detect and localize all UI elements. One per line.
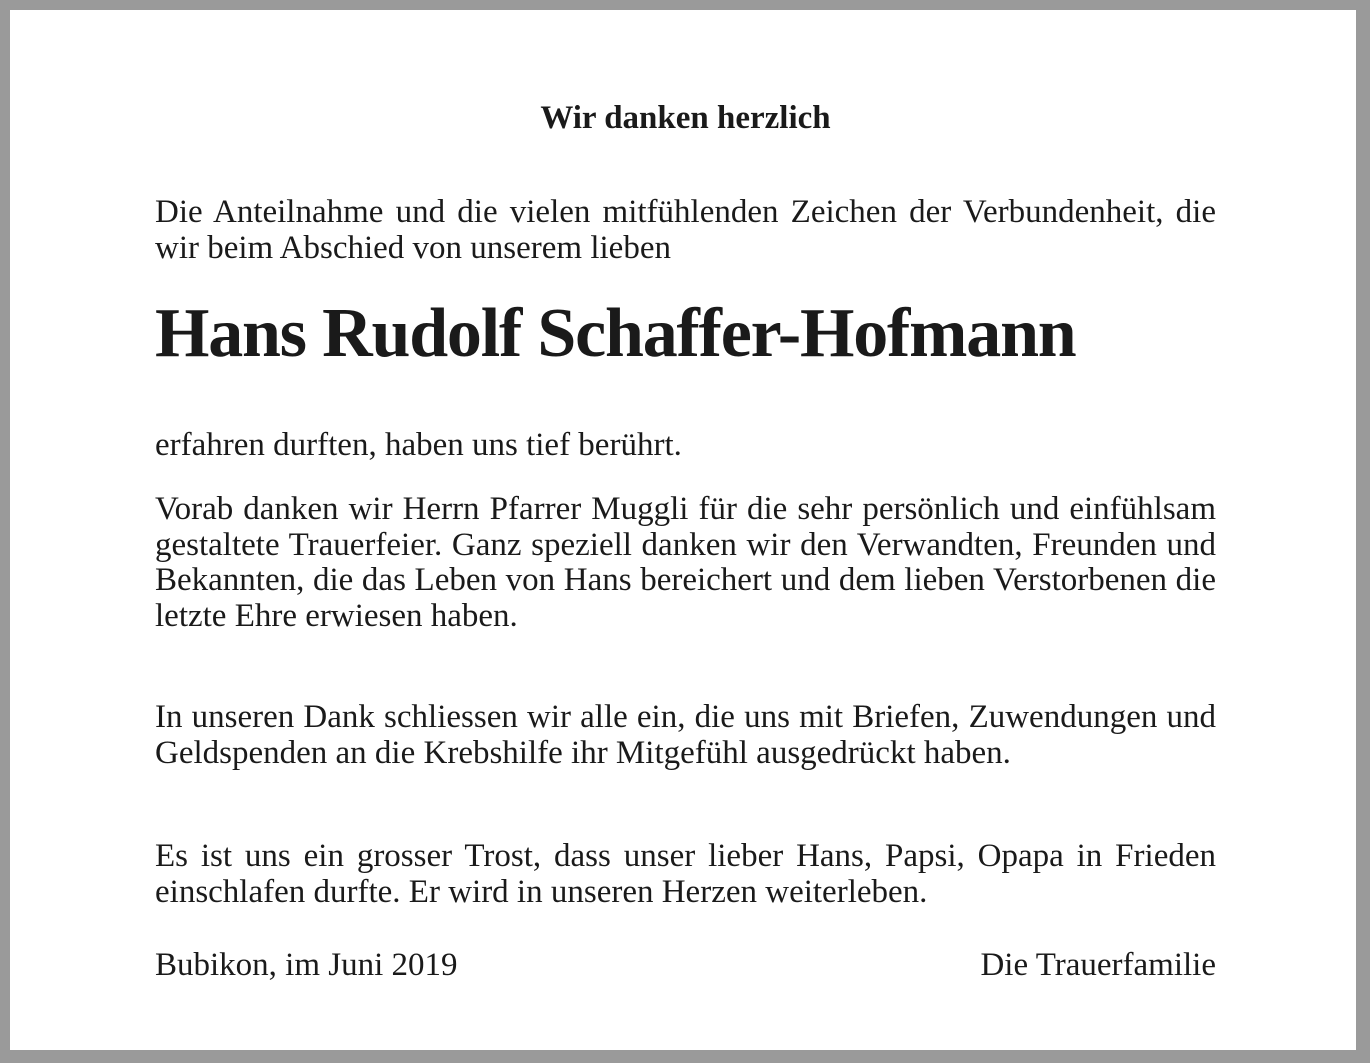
intro-paragraph: Die Anteilnahme und die vielen mitfühlenden Zeichen der Verbundenheit, die wir beim Abschied von unserem lieben (155, 194, 1216, 266)
comfort-paragraph: Es ist uns ein grosser Trost, dass unser lieber Hans, Papsi, Opapa in Frieden einschlafen durfte. Er wird in unseren Herzen weiterleben. (155, 838, 1216, 910)
notice-heading: Wir danken herzlich (540, 100, 831, 136)
donations-paragraph: In unseren Dank schliessen wir alle ein, die uns mit Briefen, Zuwendungen und Geldspenden an die Krebshilfe ihr Mitgefühl ausgedrückt haben. (155, 699, 1216, 771)
notice-page (10, 10, 1356, 1050)
line-after-name: erfahren durften, haben uns tief berührt. (155, 427, 682, 463)
signature: Die Trauerfamilie (980, 947, 1216, 983)
pastor-paragraph: Vorab danken wir Herrn Pfarrer Muggli für die sehr persönlich und einfühlsam gestaltete Trauerfeier. Ganz speziell danken wir den Verwandten, Freunden und Bekannten, die das Leben von Hans bereichert und dem lieben Verstorbenen die letzte Ehre erwiesen haben. (155, 491, 1216, 634)
place-date: Bubikon, im Juni 2019 (155, 947, 458, 983)
deceased-name: Hans Rudolf Schaffer-Hofmann (155, 295, 1076, 372)
